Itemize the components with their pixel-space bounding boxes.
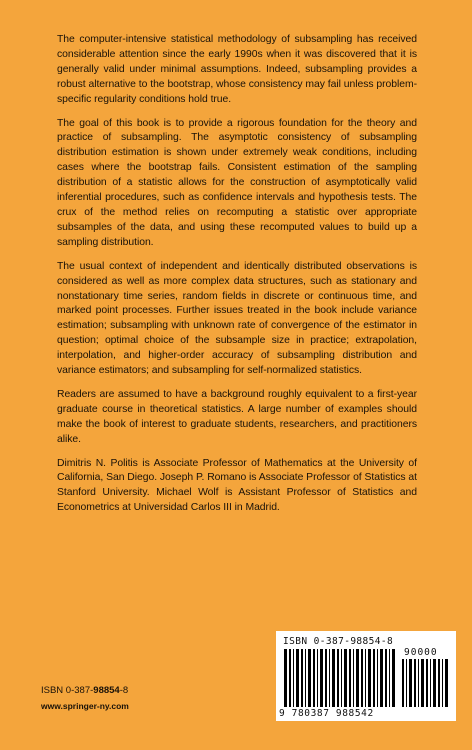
price-addon-barcode (402, 659, 448, 707)
paragraph-intro: The computer-intensive statistical methodology of subsampling has received considerable attention since the early 1990s when it was discovered that it is generally valid under minimal assumptions. Indeed, subsampling provides a robust alternative to the bootstrap, whose consistency may fail unless problem-specific regularity conditions hold true. (57, 34, 417, 105)
publisher-url: www.springer-ny.com (41, 701, 129, 711)
isbn-footer (41, 685, 128, 696)
paragraph-context: The usual context of independent and identically distributed observations is considered as well as more complex data structures, such as stationary and nonstationary time series, random fields in discrete or continuous time, and marked point processes. Further issues treated in the book include variance estimation; subsampling with unknown rate of convergence of the estimator in question; optimal choice of the subsample size in practice; extrapolation, interpolation, and higher-order accuracy of subsampling distribution and variance estimators; and subsampling for self-normalized statistics. (57, 260, 417, 377)
ean-barcode (284, 649, 396, 707)
isbn-suffix: -8 (119, 685, 129, 696)
paragraph-authors: Dimitris N. Politis is Associate Professor of Mathematics at the University of California, San Diego. Joseph P. Romano is Associate Professor of Statistics at Stanford University. Michael Wolf is Assistant Professor of Statistics and Econometrics at Universidad Carlos III in Madrid. (57, 457, 417, 514)
barcode-price-code: 90000 (404, 647, 438, 658)
paragraph-readers: Readers are assumed to have a background roughly equivalent to a first-year graduate course in theoretical statistics. A large number of examples should make the book of interest to graduate students, researchers, and practitioners alike. (57, 388, 417, 445)
isbn-bold-part: 98854 (93, 685, 120, 696)
barcode-label (276, 631, 456, 721)
barcode-digits: 9 780387 988542 (279, 708, 374, 719)
paragraph-goal: The goal of this book is to provide a rigorous foundation for the theory and practice of subsampling. The asymptotic consistency of subsampling distribution estimation is shown under extremely weak conditions, including cases where the bootstrap fails. Consistent estimation of the sampling distribution of a statistic allows for the construction of asymptotically valid inferential procedures, such as confidence intervals and hypothesis tests. The crux of the method relies on recomputing a statistic over appropriate subsamples of the data, and using these recomputed values to build up a sampling distribution. (57, 117, 417, 248)
barcode-isbn-text: ISBN 0-387-98854-8 (283, 636, 394, 647)
isbn-prefix: ISBN 0-387- (41, 685, 94, 696)
back-cover-text (57, 33, 417, 525)
